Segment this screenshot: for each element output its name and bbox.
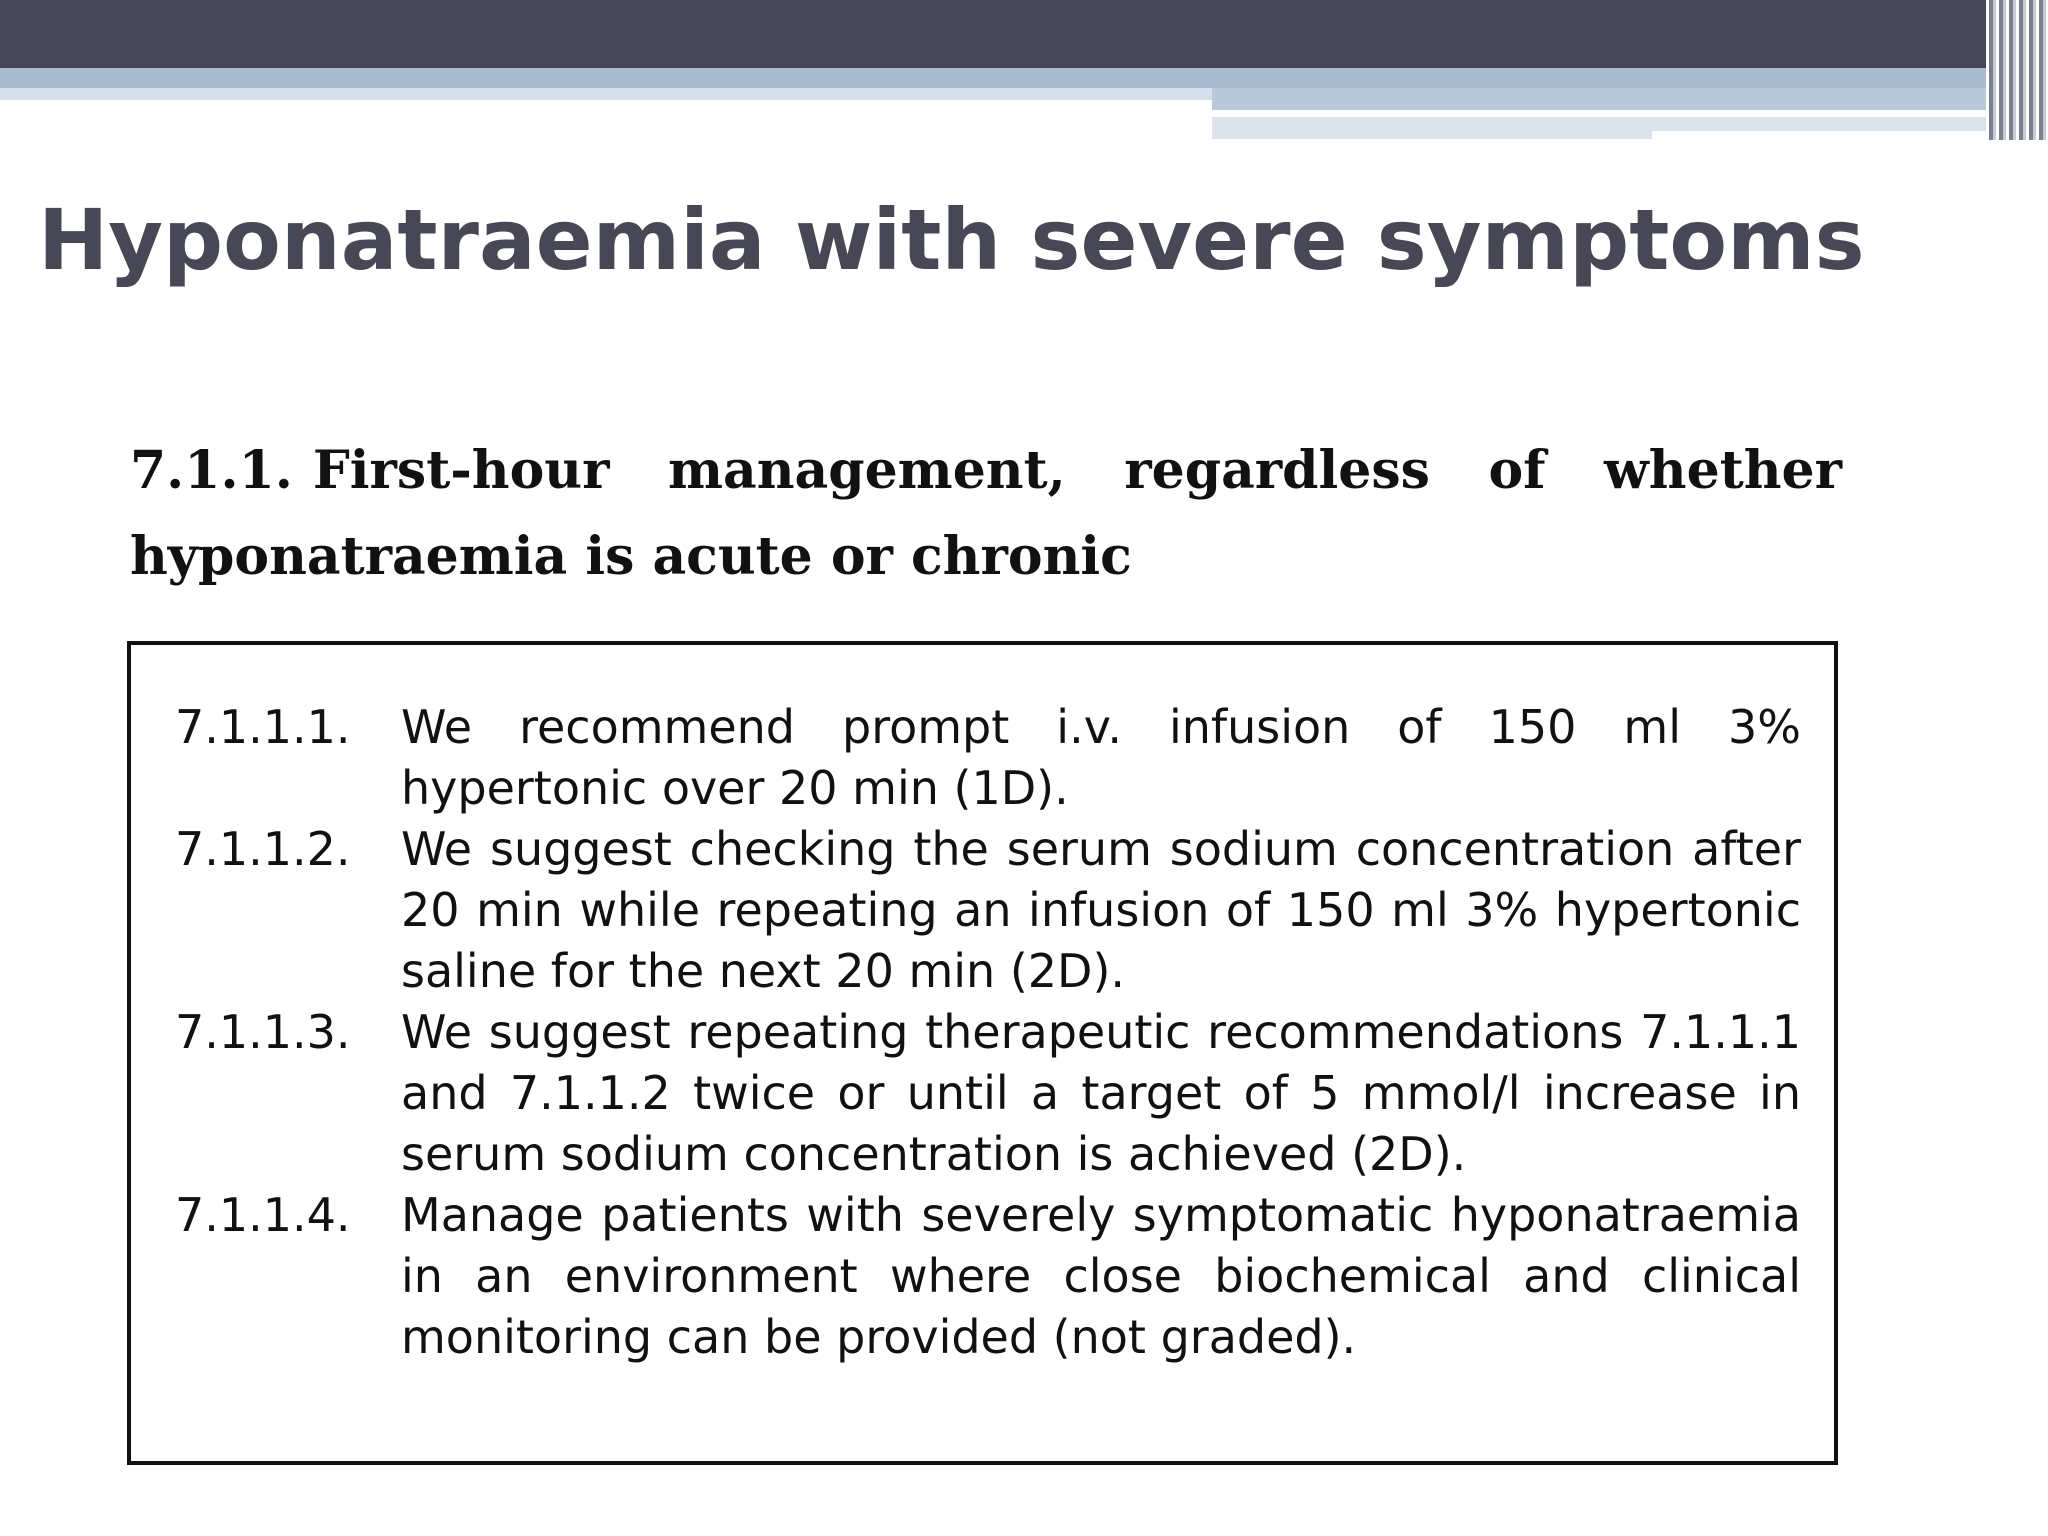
header-bar [0, 0, 2048, 68]
recommendation-text: Manage patients with severely symptomatic hyponatraemia in an environment where close biochemical and clinical monitoring can be provided (not graded). [401, 1188, 1801, 1364]
header-band-gap [1212, 110, 1897, 117]
slide-title: Hyponatraemia with severe symptoms [38, 191, 1865, 289]
recommendation-number: 7.1.1.4. [175, 1188, 351, 1242]
recommendation-text: We recommend prompt i.v. infusion of 150 ml 3% hypertonic over 20 min (1D). [401, 700, 1801, 815]
header-band [0, 68, 2048, 88]
recommendation-text: We suggest repeating therapeutic recommendations 7.1.1.1 and 7.1.1.2 twice or until a target of 5 mmol/l increase in serum sodium concentration is achieved (2D). [401, 1005, 1801, 1181]
recommendation-text: We suggest checking the serum sodium concentration after 20 min while repeating an infusion of 150 ml 3% hypertonic saline for the next 20 min (2D). [401, 822, 1801, 998]
recommendations-box [127, 641, 1838, 1465]
recommendation-item [175, 697, 1801, 819]
section-heading-text: First-hour management, regardless of whether hyponatraemia is acute or chronic [130, 440, 1842, 587]
recommendation-item [175, 1002, 1801, 1185]
recommendation-number: 7.1.1.1. [175, 700, 351, 754]
header-band-right [1212, 88, 2048, 110]
header-stripes-decoration [1986, 0, 2048, 140]
recommendations-list [175, 697, 1801, 1368]
recommendation-number: 7.1.1.2. [175, 822, 351, 876]
recommendation-number: 7.1.1.3. [175, 1005, 351, 1059]
section-number: 7.1.1. [130, 440, 293, 501]
recommendation-item [175, 1185, 1801, 1368]
header-band-light [0, 88, 1212, 100]
section-heading [130, 428, 1842, 600]
recommendation-item [175, 819, 1801, 1002]
